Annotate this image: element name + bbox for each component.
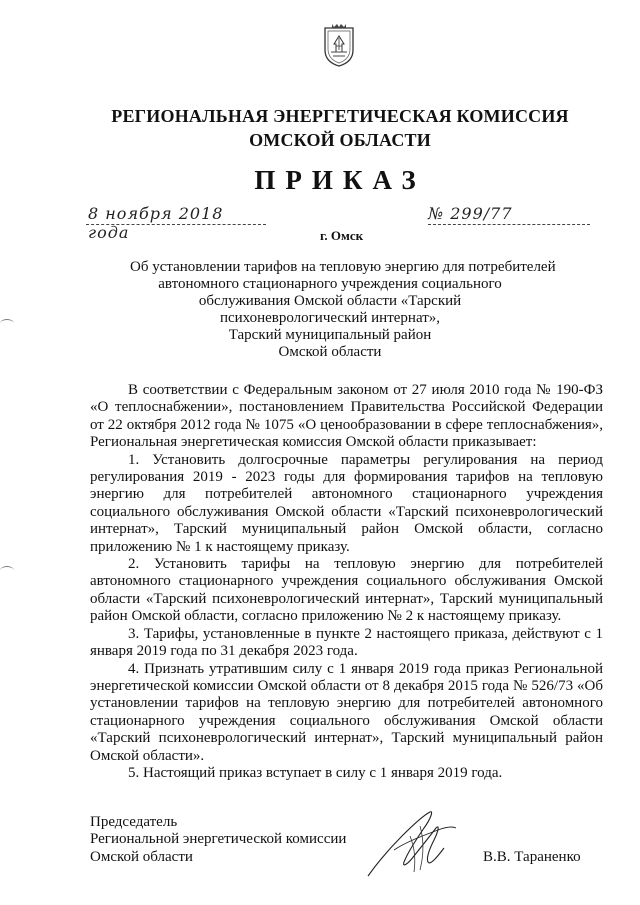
handwritten-date: 8 ноября 2018 года [88, 204, 224, 242]
coat-of-arms-emblem [322, 22, 356, 68]
order-body [90, 382, 603, 782]
order-subject [130, 259, 556, 361]
signatory-title-line: Региональной энергетической комиссии [90, 831, 347, 848]
signatory-title-line: Омской области [90, 848, 193, 865]
subject-line: Тарский муниципальный район [228, 327, 432, 343]
document-type-title: ПРИКАЗ [254, 165, 426, 195]
clause-1: 1. Установить долгосрочные параметры регулирования на период регулирования 2019 - 2023 годы для формирования тарифов на тепловую энергию для потребителей автономного стационарного учреждения социального обслуживания Омской области «Тарский психоневрологический интернат», Тарский муниципальный район Омской области, согласно приложению № 1 к настоящему приказу. [90, 451, 603, 555]
subject-line: Об установлении тарифов на тепловую энергию для потребителей [130, 259, 556, 275]
punch-hole-mark [0, 319, 14, 328]
subject-line: Омской области [278, 344, 382, 360]
subject-line: психоневрологический интернат», [219, 310, 441, 326]
city-label: г. Омск [320, 228, 364, 243]
handwritten-signature [364, 806, 460, 880]
clause-2: 2. Установить тарифы на тепловую энергию для потребителей автономного стационарного учреждения социального обслуживания Омской области «Тарский психоневрологический интернат», Тарский муниципальный район Омской области, согласно приложению № 2 к настоящему приказу. [90, 556, 603, 625]
clause-4: 4. Признать утратившим силу с 1 января 2019 года приказ Региональной энергетической комиссии Омской области от 8 декабря 2015 года № 526/73 «Об установлении тарифов на тепловую энергию для потребителей автономного стационарного учреждения социального обслуживания Омской области «Тарский психоневрологический интернат», Тарский муниципальный район Омской области». [90, 660, 603, 764]
date-underline [86, 224, 266, 225]
signer-name: В.В. Тараненко [483, 849, 581, 865]
clause-5: 5. Настоящий приказ вступает в силу с 1 января 2019 года. [128, 764, 503, 781]
signatory-title-line: Председатель [90, 814, 178, 830]
organization-name-line2: ОМСКОЙ ОБЛАСТИ [249, 130, 431, 150]
signatory-title [90, 814, 346, 866]
clause-3: 3. Тарифы, установленные в пункте 2 настоящего приказа, действуют с 1 января 2019 года по 31 декабря 2023 года. [90, 625, 603, 660]
handwritten-order-number: № 299/77 [428, 204, 513, 223]
punch-hole-mark [0, 566, 14, 575]
subject-line: обслуживания Омской области «Тарский [198, 293, 462, 309]
organization-name-line1: РЕГИОНАЛЬНАЯ ЭНЕРГЕТИЧЕСКАЯ КОМИССИЯ [111, 106, 569, 126]
subject-line: автономного стационарного учреждения социального [158, 276, 502, 292]
preamble-paragraph: В соответствии с Федеральным законом от 27 июля 2010 года № 190-ФЗ «О теплоснабжении», постановлением Правительства Российской Федерации от 22 октября 2012 года № 1075 «О ценообразовании в сфере теплоснабжения», Региональная энергетическая комиссия Омской области приказывает: [90, 382, 603, 451]
number-underline [428, 224, 590, 225]
